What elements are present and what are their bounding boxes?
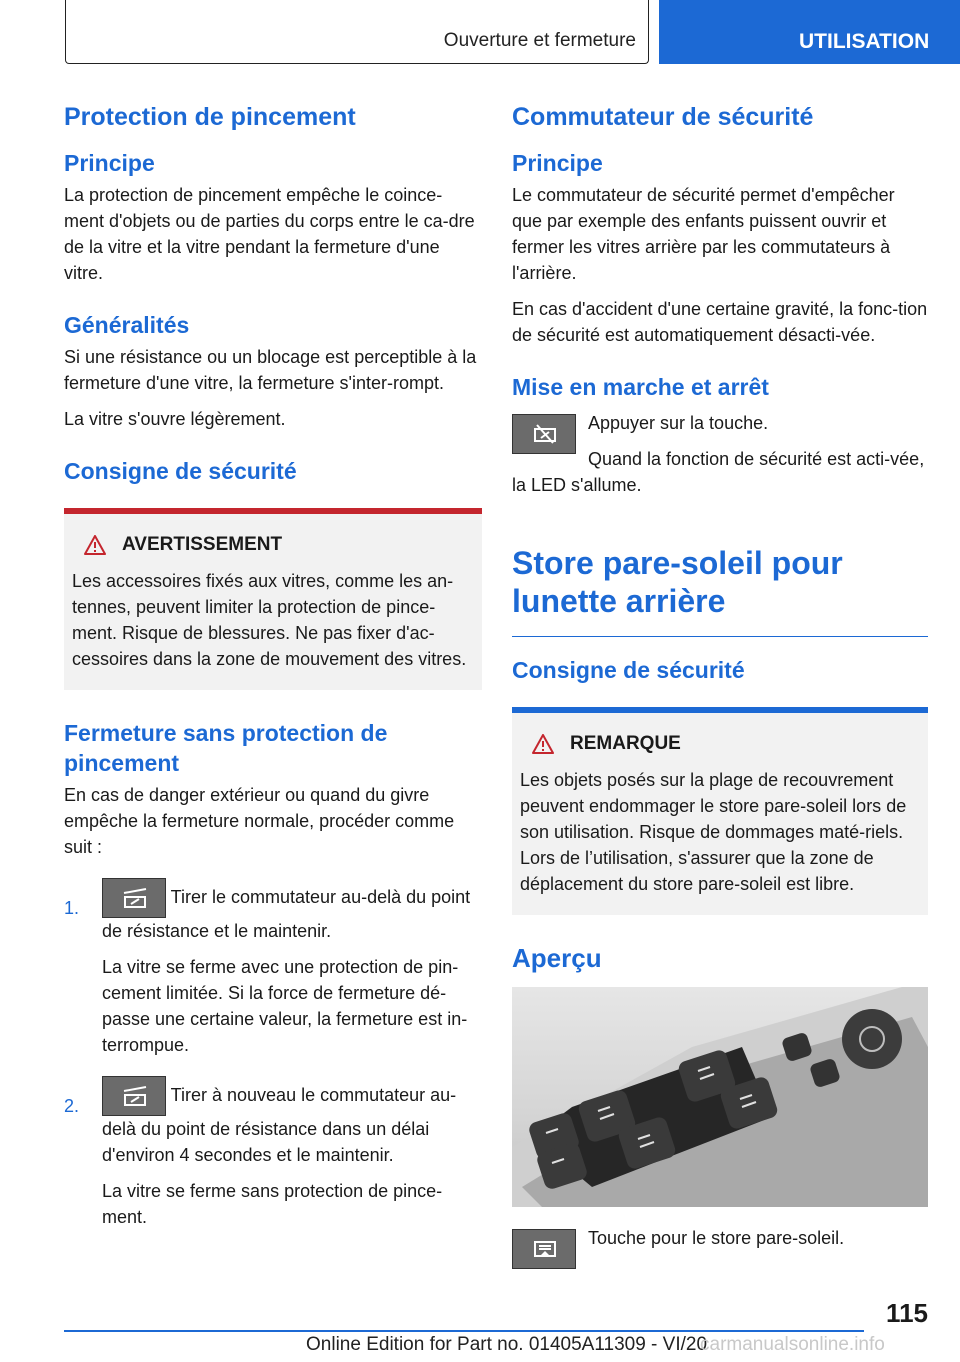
window-switch-icon	[102, 878, 166, 918]
window-switch-icon	[102, 1076, 166, 1116]
note-title: REMARQUE	[570, 733, 681, 754]
step-text: Tirer le commutateur au-delà du point de résistance et le maintenir.	[102, 886, 471, 941]
step-number: 2.	[64, 1096, 80, 1116]
section-rule	[512, 636, 928, 637]
heading-mise-en-marche: Mise en marche et arrêt	[512, 374, 769, 400]
header-section-title: Ouverture et fermeture	[443, 30, 636, 51]
list-item	[64, 1076, 482, 1230]
list-item	[64, 878, 482, 1058]
heading-consigne-securite: Consigne de sécurité	[64, 458, 297, 484]
heading-consigne-securite-right: Consigne de sécurité	[512, 657, 745, 683]
warning-triangle-icon	[532, 734, 554, 754]
warning-title-row	[84, 530, 474, 560]
heading-generalites: Généralités	[64, 312, 190, 338]
warning-box	[64, 508, 482, 690]
warning-title: AVERTISSEMENT	[122, 534, 283, 555]
warning-text: Les accessoires fixés aux vitres, comme les an-tennes, peuvent limiter la protection de pince-ment. Risque de blessures. Ne pas fixer d'ac-cessoires dans la zone de mouvement des vitres.	[72, 571, 467, 669]
watermark: carmanualsonline.info	[700, 1334, 885, 1355]
left-column	[64, 100, 482, 1240]
generalites-text-1: Si une résistance ou un blocage est perceptible à la fermeture d'une vitre, la fermeture s'inter-rompt.	[64, 347, 477, 393]
header-chapter-tab[interactable]: UTILISATION	[659, 0, 960, 64]
sunblind-button-icon	[512, 1229, 576, 1269]
heading-principe-right: Principe	[512, 150, 603, 176]
principe-right-text-1: Le commutateur de sécurité permet d'empêcher que par exemple des enfants puissent ouvrir et fermer les vitres arrière par les commutateurs à l'arrière.	[512, 185, 895, 283]
generalites-text-2: La vitre s'ouvre légèrement.	[64, 409, 286, 429]
step-number: 1.	[64, 898, 80, 918]
step-text: Tirer à nouveau le commutateur au-delà du point de résistance dans un délai d'environ 4 secondes et le maintenir.	[102, 1084, 457, 1165]
heading-fermeture-sans-protection: Fermeture sans protection de pincement	[64, 720, 388, 776]
note-title-row	[532, 729, 920, 759]
footer-edition: Online Edition for Part no. 01405A11309 - VI/20	[306, 1334, 708, 1355]
section-title-pinch-protection: Protection de pincement	[64, 103, 356, 131]
heading-apercu: Aperçu	[512, 943, 602, 973]
fermeture-text: En cas de danger extérieur ou quand du givre empêche la fermeture normale, procéder comme suit :	[64, 785, 455, 857]
marche-text-2: Quand la fonction de sécurité est acti-vée, la LED s'allume.	[512, 449, 925, 495]
principe-right-text-2: En cas d'accident d'une certaine gravité, la fonc-tion de sécurité est automatiquement désacti-vée.	[512, 299, 928, 345]
section-title-rear-sunblind: Store pare-soleil pour lunette arrière	[512, 545, 843, 619]
principe-text: La protection de pincement empêche le coince-ment d'objets ou de parties du corps entre le ca-dre de la vitre et la vitre pendant la fermeture d'une vitre.	[64, 185, 475, 283]
right-column	[512, 100, 928, 1269]
footer-rule	[64, 1330, 864, 1332]
marche-text-1: Appuyer sur la touche.	[588, 413, 769, 433]
section-title-safety-switch: Commutateur de sécurité	[512, 103, 814, 131]
step-subtext: La vitre se ferme avec une protection de pin-cement limitée. Si la force de fermeture dé-passe une certaine valeur, la fermeture est in-terrompue.	[102, 957, 468, 1055]
heading-principe: Principe	[64, 150, 155, 176]
door-switch-panel-illustration	[512, 987, 928, 1207]
door-switch-panel-image	[512, 987, 928, 1207]
note-box	[512, 707, 928, 915]
store-button-text: Touche pour le store pare-soleil.	[588, 1228, 845, 1248]
step-subtext: La vitre se ferme sans protection de pince-ment.	[102, 1181, 443, 1227]
note-text: Les objets posés sur la plage de recouvrement peuvent endommager le store pare-soleil lors de son utilisation. Risque de dommages maté-riels. Lors de l’utilisation, s'assurer que la zone de déplacement du store pare-soleil est libre.	[520, 770, 907, 894]
warning-triangle-icon	[84, 535, 106, 555]
page-number: 115	[886, 1298, 928, 1328]
safety-switch-icon	[512, 414, 576, 454]
